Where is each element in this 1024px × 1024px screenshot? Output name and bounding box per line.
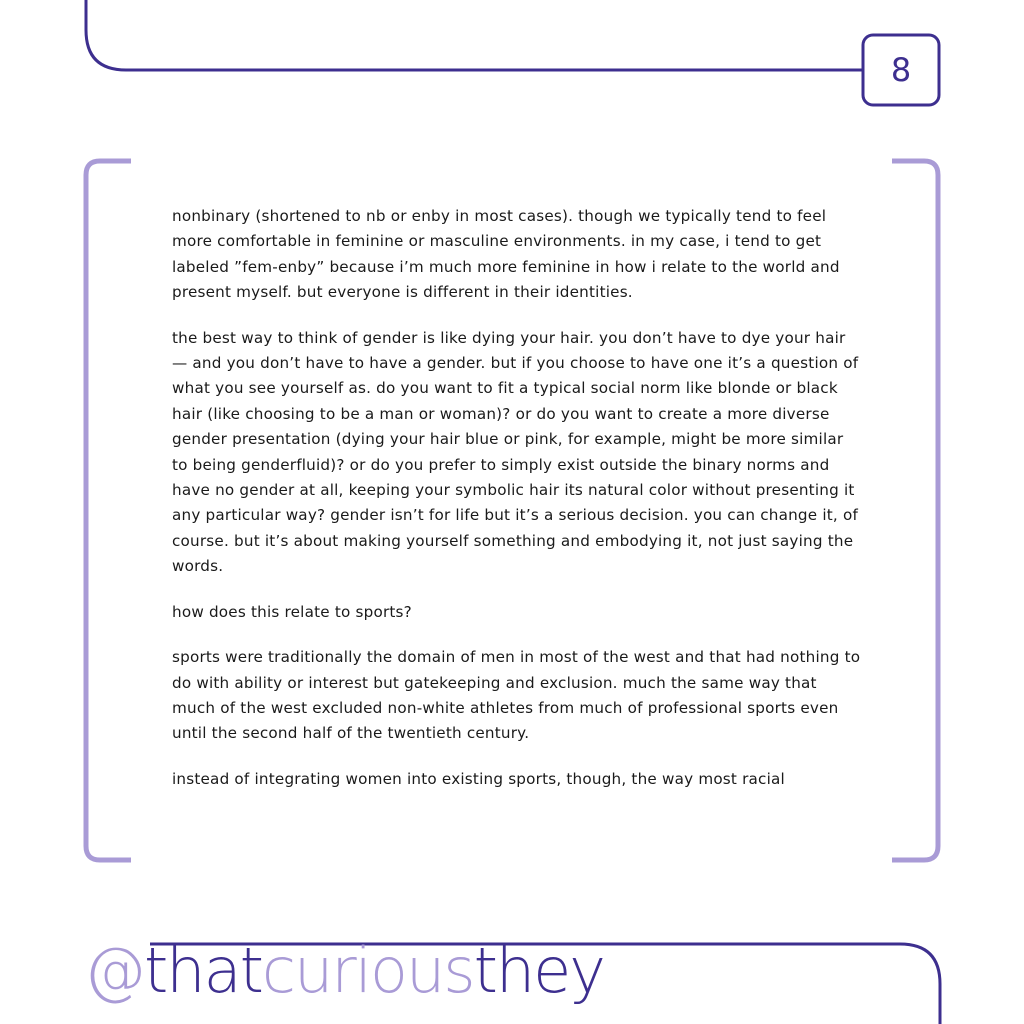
paragraph: how does this relate to sports? <box>172 602 412 621</box>
paragraph: instead of integrating women into existing sports, though, the way most racial <box>172 769 785 788</box>
right-bracket <box>892 161 938 860</box>
left-bracket <box>86 161 131 860</box>
handle-word-curious: curious <box>261 934 474 1007</box>
paragraph: sports were traditionally the domain of men in most of the west and that had nothing to do with ability or interest but gatekeeping and exclusion. much the same way that much of the west excluded non-white athletes from much of professional sports even until the second half of the twentieth century. <box>172 648 861 743</box>
social-handle-logo <box>84 912 605 1007</box>
page-number: 8 <box>890 51 912 89</box>
top-rule <box>86 0 863 70</box>
handle-at-sign: @ <box>84 934 144 1007</box>
handle-word-that: that <box>144 934 262 1007</box>
body-text <box>172 204 862 812</box>
paragraph: nonbinary (shortened to nb or enby in most cases). though we typically tend to feel more comfortable in feminine or masculine environments. in my case, i tend to get labeled ”fem-enby” because i’m much more feminine in how i relate to the world and present myself. but everyone is different in their identities. <box>172 207 840 302</box>
paragraph: the best way to think of gender is like dying your hair. you don’t have to dye your hair — and you don’t have to have a gender. but if you choose to have one it’s a question of what you see yourself as. do you want to fit a typical social norm like blonde or black hair (like choosing to be a man or woman)? or do you want to create a more diverse gender presentation (dying your hair blue or pink, for example, might be more similar to being genderfluid)? or do you prefer to simply exist outside the binary norms and have no gender at all, keeping your symbolic hair its natural color without presenting it any particular way? gender isn’t for life but it’s a serious decision. you can change it, of course. but it’s about making yourself something and embodying it, not just saying the words. <box>172 328 859 576</box>
handle-word-they: they <box>473 934 605 1007</box>
